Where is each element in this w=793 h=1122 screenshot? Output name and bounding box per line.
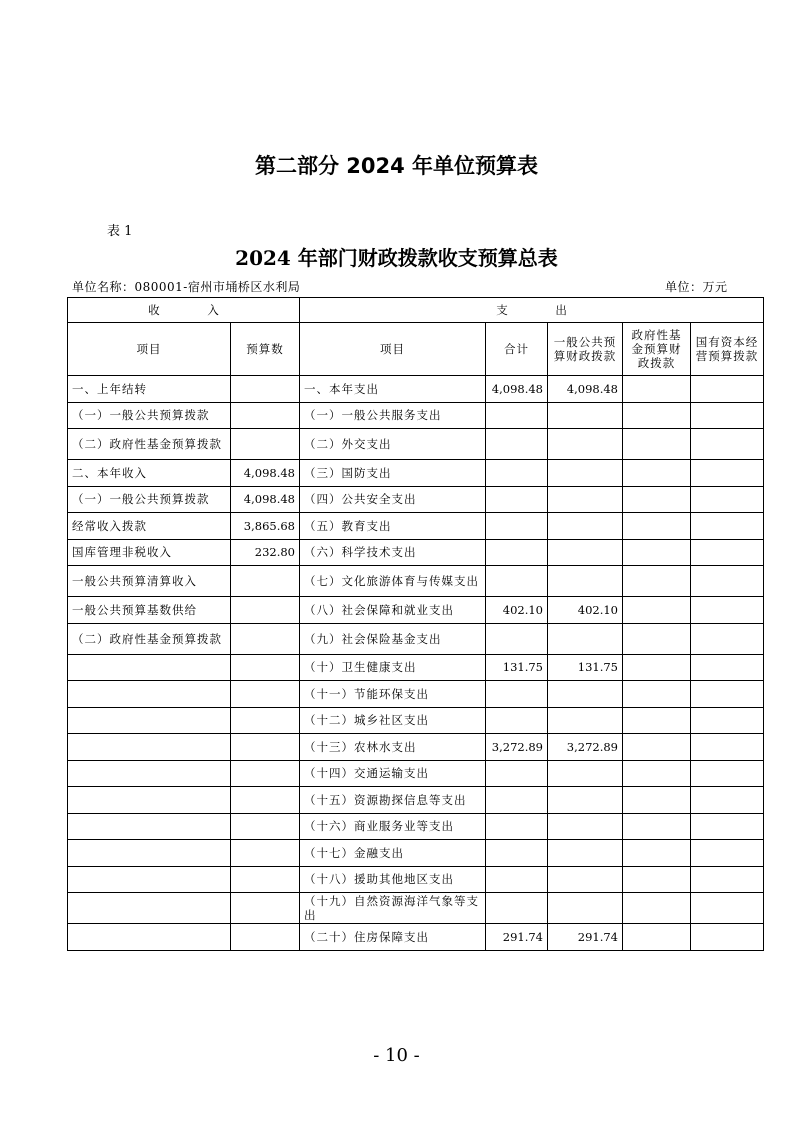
state-capital-cell [691, 734, 764, 761]
expense-item-cell: （十）卫生健康支出 [300, 654, 486, 681]
gov-fund-cell [623, 460, 691, 487]
total-cell [486, 623, 548, 654]
table-row [68, 813, 764, 840]
total-cell [486, 513, 548, 540]
general-public-cell [548, 402, 623, 429]
general-public-cell [548, 539, 623, 566]
total-cell [486, 460, 548, 487]
gov-fund-cell [623, 840, 691, 867]
expense-item-cell: （十三）农林水支出 [300, 734, 486, 761]
total-cell [486, 840, 548, 867]
state-capital-cell [691, 460, 764, 487]
income-budget-cell [231, 924, 300, 951]
table-row [68, 597, 764, 624]
gov-fund-cell [623, 924, 691, 951]
total-cell: 291.74 [486, 924, 548, 951]
income-item-cell: （一）一般公共预算拨款 [68, 402, 231, 429]
gov-fund-cell [623, 539, 691, 566]
state-capital-cell [691, 813, 764, 840]
expense-item-cell: （十四）交通运输支出 [300, 760, 486, 787]
currency-unit: 单位：万元 [665, 280, 728, 294]
income-section-header: 收 入 [68, 298, 300, 323]
gov-fund-cell [623, 787, 691, 814]
income-item-cell [68, 681, 231, 708]
income-budget-cell [231, 402, 300, 429]
total-cell [486, 402, 548, 429]
expense-item-cell: （十六）商业服务业等支出 [300, 813, 486, 840]
state-capital-cell [691, 486, 764, 513]
state-capital-cell [691, 840, 764, 867]
state-capital-cell [691, 866, 764, 893]
total-cell [486, 429, 548, 460]
total-cell: 402.10 [486, 597, 548, 624]
gov-fund-cell [623, 429, 691, 460]
table-row [68, 734, 764, 761]
income-item-cell: 一般公共预算基数供给 [68, 597, 231, 624]
total-cell [486, 866, 548, 893]
income-item-cell [68, 760, 231, 787]
state-capital-cell [691, 681, 764, 708]
expense-item-header: 项目 [300, 323, 486, 376]
income-item-cell [68, 813, 231, 840]
income-item-cell [68, 866, 231, 893]
general-public-cell [548, 760, 623, 787]
general-public-cell: 402.10 [548, 597, 623, 624]
income-item-cell: （一）一般公共预算拨款 [68, 486, 231, 513]
general-public-cell: 131.75 [548, 654, 623, 681]
total-cell [486, 787, 548, 814]
expense-item-cell: （三）国防支出 [300, 460, 486, 487]
income-budget-cell [231, 597, 300, 624]
income-budget-cell [231, 893, 300, 924]
state-capital-cell [691, 597, 764, 624]
general-public-cell [548, 681, 623, 708]
gov-fund-cell [623, 681, 691, 708]
income-item-cell: 一、上年结转 [68, 376, 231, 403]
table-row [68, 840, 764, 867]
expense-item-cell: （二）外交支出 [300, 429, 486, 460]
general-public-cell [548, 566, 623, 597]
general-public-cell [548, 813, 623, 840]
total-cell [486, 707, 548, 734]
state-capital-cell [691, 760, 764, 787]
state-capital-cell [691, 539, 764, 566]
gov-fund-cell [623, 893, 691, 924]
total-cell [486, 760, 548, 787]
table-row [68, 486, 764, 513]
expense-item-cell: （八）社会保障和就业支出 [300, 597, 486, 624]
expense-item-cell: （四）公共安全支出 [300, 486, 486, 513]
general-public-cell: 3,272.89 [548, 734, 623, 761]
income-item-cell: （二）政府性基金预算拨款 [68, 623, 231, 654]
total-cell: 131.75 [486, 654, 548, 681]
expense-item-cell: （二十）住房保障支出 [300, 924, 486, 951]
gov-fund-cell [623, 734, 691, 761]
total-cell: 4,098.48 [486, 376, 548, 403]
table-row [68, 460, 764, 487]
income-item-cell: 经常收入拨款 [68, 513, 231, 540]
gov-fund-cell [623, 376, 691, 403]
income-item-header: 项目 [68, 323, 231, 376]
income-item-cell [68, 893, 231, 924]
state-capital-header: 国有资本经营预算拨款 [691, 323, 764, 376]
income-budget-cell [231, 787, 300, 814]
total-cell [486, 486, 548, 513]
table-row [68, 376, 764, 403]
table-row [68, 654, 764, 681]
state-capital-cell [691, 376, 764, 403]
state-capital-cell [691, 924, 764, 951]
income-budget-cell: 3,865.68 [231, 513, 300, 540]
gov-fund-cell [623, 597, 691, 624]
income-budget-cell [231, 813, 300, 840]
table-row [68, 539, 764, 566]
income-budget-cell [231, 707, 300, 734]
total-cell [486, 893, 548, 924]
gov-fund-cell [623, 654, 691, 681]
gov-fund-cell [623, 623, 691, 654]
table-row [68, 924, 764, 951]
gov-fund-cell [623, 760, 691, 787]
income-budget-cell [231, 760, 300, 787]
income-budget-cell [231, 429, 300, 460]
general-public-cell [548, 486, 623, 513]
gov-fund-cell [623, 707, 691, 734]
general-public-cell [548, 893, 623, 924]
income-budget-cell [231, 734, 300, 761]
table-row [68, 707, 764, 734]
state-capital-cell [691, 893, 764, 924]
general-public-cell [548, 513, 623, 540]
gov-fund-cell [623, 813, 691, 840]
income-item-cell: （二）政府性基金预算拨款 [68, 429, 231, 460]
general-public-cell [548, 623, 623, 654]
expense-item-cell: （十五）资源勘探信息等支出 [300, 787, 486, 814]
state-capital-cell [691, 513, 764, 540]
income-budget-cell: 4,098.48 [231, 460, 300, 487]
general-public-cell: 4,098.48 [548, 376, 623, 403]
gov-fund-cell [623, 866, 691, 893]
general-public-cell: 291.74 [548, 924, 623, 951]
total-cell [486, 813, 548, 840]
general-public-cell [548, 840, 623, 867]
income-budget-cell: 232.80 [231, 539, 300, 566]
unit-name: 单位名称：080001-宿州市埇桥区水利局 [72, 280, 301, 294]
income-item-cell: 国库管理非税收入 [68, 539, 231, 566]
income-budget-cell: 4,098.48 [231, 486, 300, 513]
total-cell: 3,272.89 [486, 734, 548, 761]
state-capital-cell [691, 654, 764, 681]
income-item-cell: 一般公共预算清算收入 [68, 566, 231, 597]
income-item-cell [68, 840, 231, 867]
expense-item-cell: （十二）城乡社区支出 [300, 707, 486, 734]
state-capital-cell [691, 787, 764, 814]
gov-fund-cell [623, 402, 691, 429]
income-item-cell: 二、本年收入 [68, 460, 231, 487]
expense-item-cell: （九）社会保险基金支出 [300, 623, 486, 654]
expense-section-header: 支 出 [300, 298, 764, 323]
state-capital-cell [691, 707, 764, 734]
income-item-cell [68, 787, 231, 814]
table-number: 表 1 [107, 224, 133, 239]
income-budget-cell [231, 681, 300, 708]
table-row [68, 866, 764, 893]
income-item-cell [68, 734, 231, 761]
table-row [68, 623, 764, 654]
total-header: 合计 [486, 323, 548, 376]
income-budget-cell [231, 566, 300, 597]
state-capital-cell [691, 429, 764, 460]
general-public-cell [548, 429, 623, 460]
general-public-header: 一般公共预算财政拨款 [548, 323, 623, 376]
page-number: - 10 - [373, 1045, 420, 1066]
income-budget-cell [231, 654, 300, 681]
income-item-cell [68, 924, 231, 951]
state-capital-cell [691, 623, 764, 654]
income-item-cell [68, 654, 231, 681]
total-cell [486, 539, 548, 566]
general-public-cell [548, 460, 623, 487]
gov-fund-header: 政府性基金预算财政拨款 [623, 323, 691, 376]
gov-fund-cell [623, 486, 691, 513]
table-title: 2024 年部门财政拨款收支预算总表 [235, 246, 558, 270]
expense-item-cell: （十九）自然资源海洋气象等支出 [300, 893, 486, 924]
expense-item-cell: （十一）节能环保支出 [300, 681, 486, 708]
state-capital-cell [691, 402, 764, 429]
income-budget-header: 预算数 [231, 323, 300, 376]
expense-item-cell: （十八）援助其他地区支出 [300, 866, 486, 893]
expense-item-cell: （十七）金融支出 [300, 840, 486, 867]
total-cell [486, 681, 548, 708]
table-row [68, 787, 764, 814]
table-row [68, 760, 764, 787]
total-cell [486, 566, 548, 597]
expense-item-cell: （六）科学技术支出 [300, 539, 486, 566]
income-item-cell [68, 707, 231, 734]
table-row [68, 566, 764, 597]
table-row [68, 681, 764, 708]
general-public-cell [548, 707, 623, 734]
table-row [68, 513, 764, 540]
income-budget-cell [231, 866, 300, 893]
table-row [68, 402, 764, 429]
gov-fund-cell [623, 566, 691, 597]
income-budget-cell [231, 840, 300, 867]
income-budget-cell [231, 623, 300, 654]
table-row [68, 429, 764, 460]
general-public-cell [548, 787, 623, 814]
expense-item-cell: 一、本年支出 [300, 376, 486, 403]
table-row [68, 893, 764, 924]
expense-item-cell: （五）教育支出 [300, 513, 486, 540]
income-budget-cell [231, 376, 300, 403]
budget-table [67, 297, 764, 951]
general-public-cell [548, 866, 623, 893]
state-capital-cell [691, 566, 764, 597]
page-heading: 第二部分 2024 年单位预算表 [254, 154, 539, 178]
expense-item-cell: （一）一般公共服务支出 [300, 402, 486, 429]
gov-fund-cell [623, 513, 691, 540]
expense-item-cell: （七）文化旅游体育与传媒支出 [300, 566, 486, 597]
